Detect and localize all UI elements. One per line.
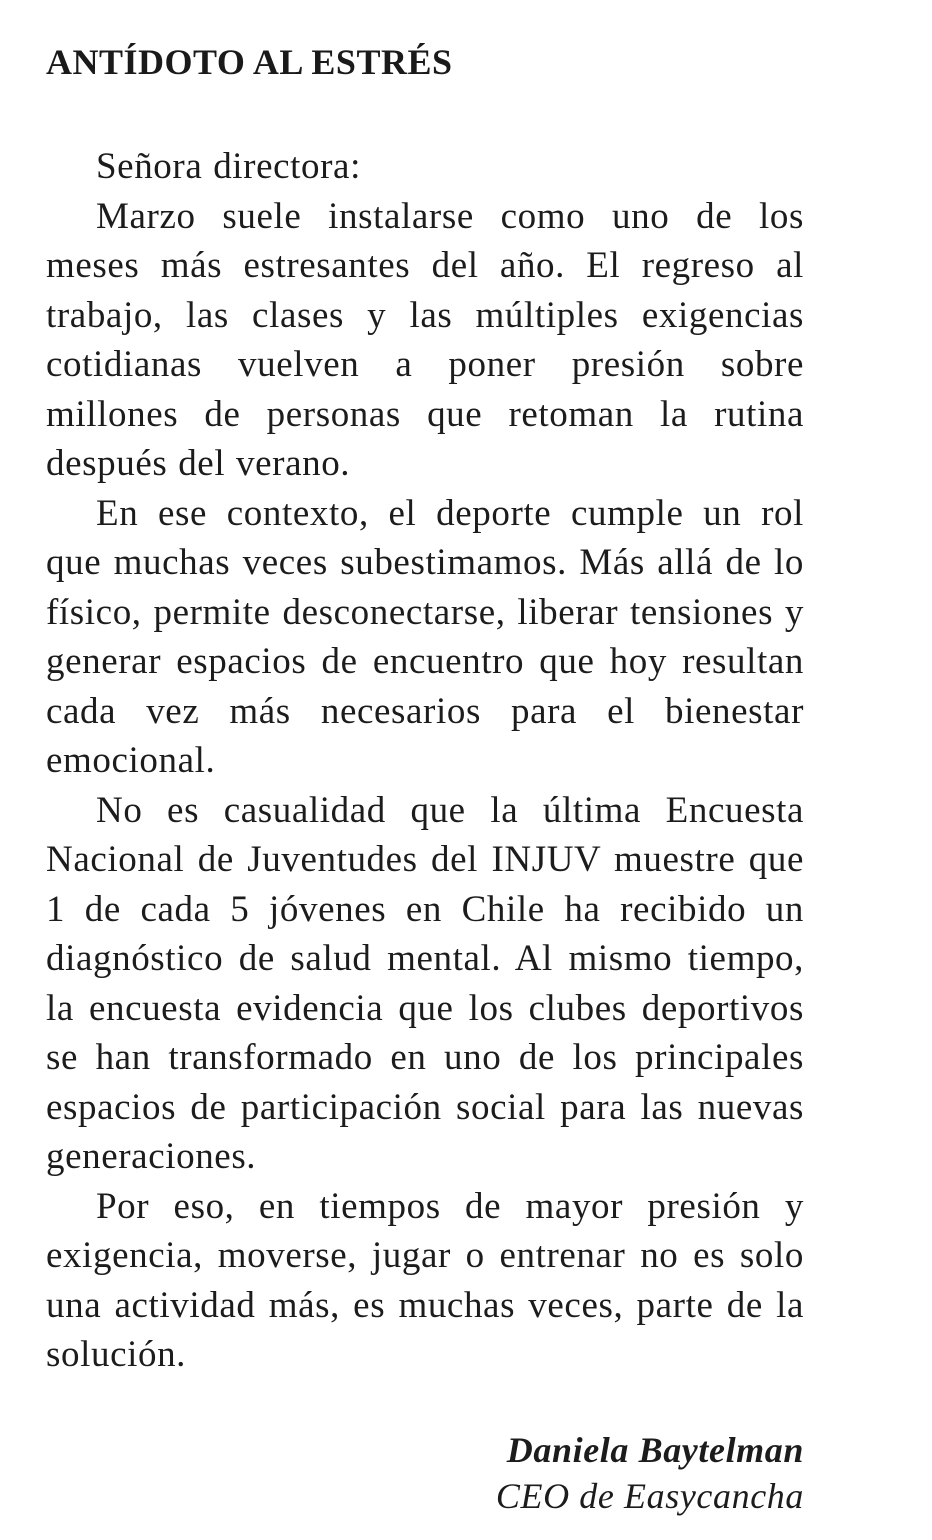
signature bbox=[496, 1427, 804, 1519]
signature-role: CEO de Easycancha bbox=[495, 1476, 804, 1516]
signature-name: Daniela Baytelman bbox=[506, 1430, 804, 1470]
paragraph: No es casualidad que la última Encuesta Nacional de Juventudes del INJUV muestre que 1 de cada 5 jóvenes en Chile ha recibido un diagnóstico de salud mental. Al mismo tiempo, la encuesta evidencia que los clubes deportivos se han transformado en uno de los principales espacios de participación social para las nuevas generaciones. bbox=[46, 789, 804, 1177]
salutation: Señora directora: bbox=[96, 146, 361, 187]
letter bbox=[46, 40, 804, 1380]
letter-body bbox=[46, 142, 804, 1380]
paragraph: Marzo suele instalarse como uno de los meses más estresantes del año. El regreso al trabajo, las clases y las múltiples exigencias cotidianas vuelven a poner presión sobre millones de personas que retoman la rutina después del verano. bbox=[46, 195, 804, 484]
paragraph: En ese contexto, el deporte cumple un rol que muchas veces subestimamos. Más allá de lo físico, permite desconectarse, liberar tensiones y generar espacios de encuentro que hoy resultan cada vez más necesarios para el bienestar emocional. bbox=[46, 492, 804, 781]
headline: ANTÍDOTO AL ESTRÉS bbox=[46, 42, 453, 82]
paragraph: Por eso, en tiempos de mayor presión y exigencia, moverse, jugar o entrenar no es solo una actividad más, es muchas veces, parte de la solución. bbox=[46, 1185, 804, 1375]
